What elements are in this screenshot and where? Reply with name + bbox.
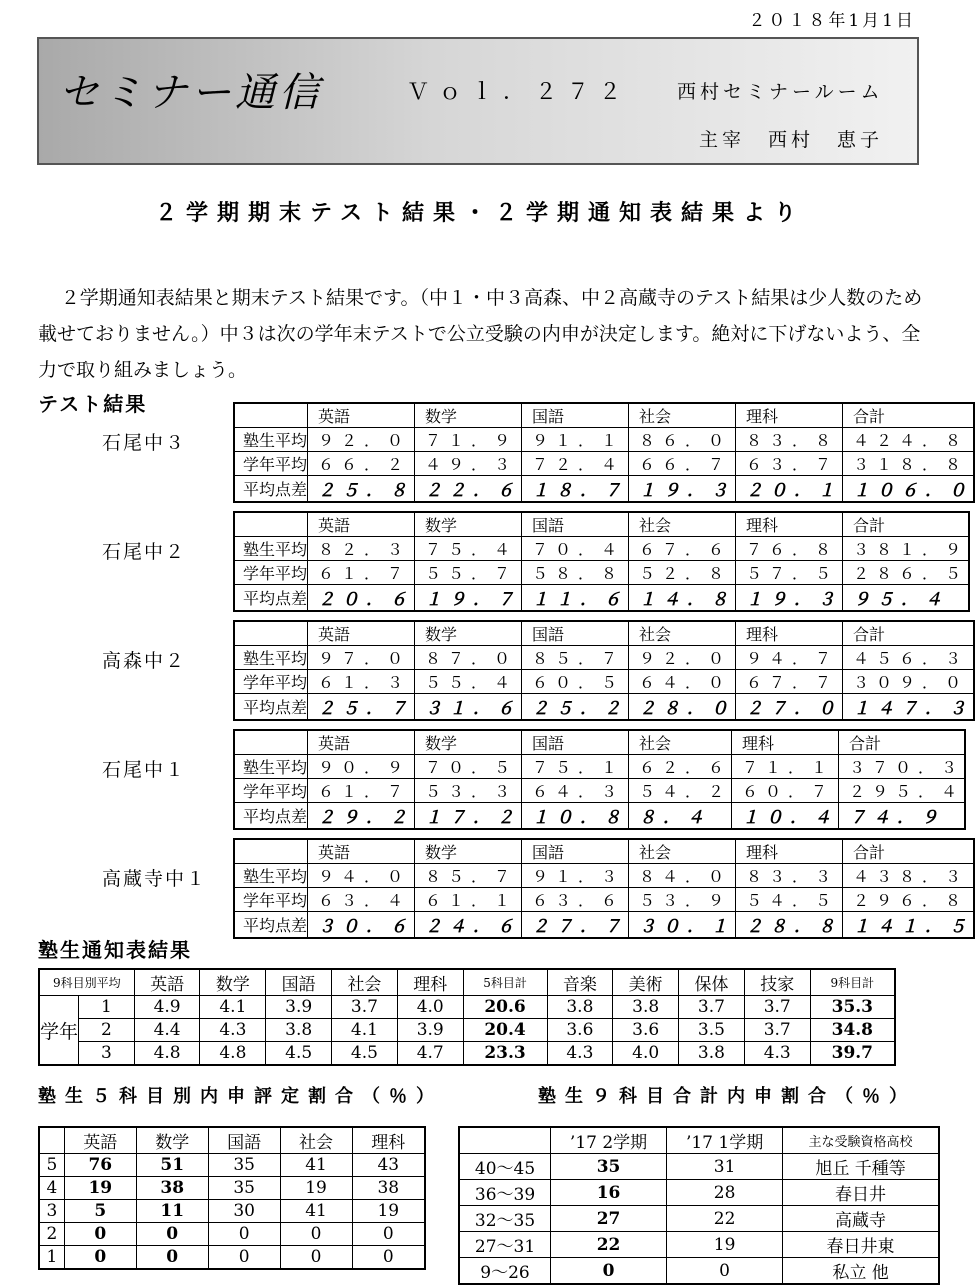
row-label: 平均点差: [234, 912, 308, 939]
column-header: 国語: [522, 730, 629, 755]
subject-header: 国語: [208, 1127, 280, 1154]
subject-header: 技家: [744, 969, 810, 996]
dist5-title: 塾生５科目別内申評定割合（％）: [38, 1086, 443, 1107]
column-header: 国語: [522, 512, 629, 537]
test-table: [233, 511, 970, 612]
grade-cell: 3.7: [679, 996, 745, 1019]
row-label: 学年平均: [234, 452, 308, 476]
grade-section-title: 塾生通知表結果: [38, 938, 192, 962]
score-cell: ６１．７: [308, 779, 415, 803]
score-cell: ９２．０: [308, 428, 415, 452]
score-cell: ６７．７: [736, 670, 843, 694]
rating-label: 1: [39, 1246, 64, 1270]
score-cell: ７５．１: [522, 755, 629, 779]
school-name: 石尾中２: [102, 541, 187, 563]
score-cell: １７．２: [415, 803, 522, 830]
score-cell: ８４．０: [629, 864, 736, 888]
newsletter-header: [37, 37, 919, 165]
grade-cell: 3.6: [547, 1019, 613, 1042]
grade-cell: 4.8: [134, 1042, 200, 1066]
grade-cell: 23.3: [463, 1042, 547, 1066]
score-cell: ７０．５: [415, 755, 522, 779]
grade-cell: 4.8: [200, 1042, 266, 1066]
target-school: 春日井東: [783, 1232, 939, 1258]
score-cell: ２８６．５: [843, 561, 970, 585]
percent-cell: 19: [352, 1200, 425, 1223]
grade-cell: 20.6: [463, 996, 547, 1019]
column-header: 合計: [843, 403, 975, 428]
subject-header: 美術: [613, 969, 679, 996]
row-label: 塾生平均: [234, 428, 308, 452]
score-cell: ４９．３: [415, 452, 522, 476]
corner-cell: [459, 1127, 551, 1154]
grade-cell: 3.8: [547, 996, 613, 1019]
column-header: 数学: [415, 621, 522, 646]
column-header: 理科: [736, 839, 843, 864]
column-header: 数学: [415, 730, 522, 755]
score-cell: ４２４．８: [843, 428, 975, 452]
school-name: 石尾中３: [102, 432, 187, 454]
score-cell: ９４．７: [736, 646, 843, 670]
score-cell: ５２．８: [629, 561, 736, 585]
score-cell: ７４．９: [839, 803, 966, 830]
score-cell: １４１．５: [843, 912, 975, 939]
test-table: [233, 402, 975, 503]
score-cell: ２０．６: [308, 585, 415, 612]
row-label: 塾生平均: [234, 864, 308, 888]
score-cell: ８．４: [629, 803, 732, 830]
score-cell: ６３．６: [522, 888, 629, 912]
row-label: 平均点差: [234, 585, 308, 612]
school-name: 石尾中１: [102, 759, 187, 781]
corner-cell: [234, 403, 308, 428]
score-cell: ８３．３: [736, 864, 843, 888]
percent-cell: 11: [136, 1200, 208, 1223]
grade-cell: 3.7: [744, 1019, 810, 1042]
score-cell: ６６．２: [308, 452, 415, 476]
score-cell: ７１．９: [415, 428, 522, 452]
score-cell: ２９６．８: [843, 888, 975, 912]
score-cell: ８６．０: [629, 428, 736, 452]
organization-name: 西村セミナールーム: [677, 81, 884, 103]
grade-cell: 39.7: [810, 1042, 895, 1066]
percent-cell: 5: [64, 1200, 136, 1223]
percent-cell: 16: [551, 1180, 667, 1206]
grade-cell: 4.9: [134, 996, 200, 1019]
row-label: 学年平均: [234, 670, 308, 694]
score-cell: １０６．０: [843, 476, 975, 503]
score-cell: ２８．８: [736, 912, 843, 939]
range-label: 32～35: [459, 1206, 551, 1232]
row-label: 平均点差: [234, 476, 308, 503]
percent-cell: 0: [280, 1246, 352, 1270]
score-cell: ２５．７: [308, 694, 415, 721]
grade-cell: 4.3: [744, 1042, 810, 1066]
score-cell: ６３．４: [308, 888, 415, 912]
score-cell: ３１．６: [415, 694, 522, 721]
test-table: [233, 729, 966, 830]
grade-cell: 3.9: [266, 996, 332, 1019]
rating-label: 2: [39, 1223, 64, 1246]
target-school: 私立 他: [783, 1258, 939, 1285]
score-cell: ７２．４: [522, 452, 629, 476]
percent-cell: 35: [208, 1154, 280, 1177]
score-cell: ３８１．９: [843, 537, 970, 561]
score-cell: ６１．７: [308, 561, 415, 585]
grade-cell: 4.4: [134, 1019, 200, 1042]
score-cell: ５３．９: [629, 888, 736, 912]
score-cell: ２０．１: [736, 476, 843, 503]
range-label: 9～26: [459, 1258, 551, 1285]
percent-cell: 0: [352, 1246, 425, 1270]
percent-cell: 30: [208, 1200, 280, 1223]
grade-cell: 3.5: [679, 1019, 745, 1042]
subject-header: 音楽: [547, 969, 613, 996]
score-cell: １０．８: [522, 803, 629, 830]
subject-header: 数学: [136, 1127, 208, 1154]
score-cell: １９．７: [415, 585, 522, 612]
score-cell: ７１．１: [732, 755, 839, 779]
column-header: 理科: [736, 403, 843, 428]
range-label: 40～45: [459, 1154, 551, 1180]
percent-cell: 22: [667, 1206, 783, 1232]
column-header: 合計: [843, 839, 975, 864]
score-cell: ８５．７: [415, 864, 522, 888]
score-cell: ９５．４: [843, 585, 970, 612]
subject-header: 社会: [280, 1127, 352, 1154]
row-label: 学年平均: [234, 888, 308, 912]
row-label: 塾生平均: [234, 755, 308, 779]
subject-header: 理科: [397, 969, 463, 996]
score-cell: ５５．７: [415, 561, 522, 585]
grade-cell: 4.7: [397, 1042, 463, 1066]
percent-cell: 41: [280, 1200, 352, 1223]
column-header: 社会: [629, 512, 736, 537]
grade-cell: 35.3: [810, 996, 895, 1019]
percent-cell: 0: [64, 1246, 136, 1270]
score-cell: １０．４: [732, 803, 839, 830]
column-header: 国語: [522, 839, 629, 864]
score-cell: ９４．０: [308, 864, 415, 888]
grade-cell: 3.8: [613, 996, 679, 1019]
score-cell: ６１．３: [308, 670, 415, 694]
score-cell: ９２．０: [629, 646, 736, 670]
school-name: 高蔵寺中１: [102, 868, 208, 890]
score-cell: ２９５．４: [839, 779, 966, 803]
dist5-table: [38, 1126, 426, 1270]
grade-cell: 34.8: [810, 1019, 895, 1042]
intro-paragraph: ２学期通知表結果と期末テスト結果です。（中１・中３高森、中２高蔵寺のテスト結果は少人数のため載せておりません。）中３は次の学年末テストで公立受験の内申が決定します。絶対に下げないよう、全力で取り組みましょう。: [38, 287, 923, 381]
grade-cell: 4.5: [266, 1042, 332, 1066]
percent-cell: 0: [136, 1246, 208, 1270]
year-label: 学年: [39, 996, 79, 1066]
score-cell: ４５６．３: [843, 646, 975, 670]
score-cell: ３１８．８: [843, 452, 975, 476]
score-cell: ６０．７: [732, 779, 839, 803]
column-header: 合計: [843, 621, 975, 646]
grade-cell: 4.0: [397, 996, 463, 1019]
percent-cell: 19: [64, 1177, 136, 1200]
score-cell: ３０．１: [629, 912, 736, 939]
percent-cell: 19: [667, 1232, 783, 1258]
score-cell: ３７０．３: [839, 755, 966, 779]
score-cell: １９．３: [736, 585, 843, 612]
column-header: 理科: [736, 512, 843, 537]
corner-cell: [234, 512, 308, 537]
column-header: 社会: [629, 621, 736, 646]
percent-cell: 0: [208, 1246, 280, 1270]
score-cell: ６３．７: [736, 452, 843, 476]
column-header: 英語: [308, 403, 415, 428]
range-label: 27～31: [459, 1232, 551, 1258]
dist9-title: 塾生９科目合計内申割合（％）: [538, 1086, 916, 1107]
score-cell: ５７．５: [736, 561, 843, 585]
percent-cell: 0: [208, 1223, 280, 1246]
percent-cell: 19: [280, 1177, 352, 1200]
owner-name: 主宰 西村 恵子: [699, 129, 884, 151]
score-cell: ７６．８: [736, 537, 843, 561]
test-table: [233, 620, 975, 721]
score-cell: ２５．８: [308, 476, 415, 503]
grade-cell: 3.6: [613, 1019, 679, 1042]
score-cell: ５３．３: [415, 779, 522, 803]
headline: ２学期期末テスト結果・２学期通知表結果より: [154, 200, 806, 226]
subject-header: 理科: [352, 1127, 425, 1154]
percent-cell: 0: [280, 1223, 352, 1246]
row-label: 平均点差: [234, 694, 308, 721]
column-header: 合計: [839, 730, 966, 755]
grade-cell: 4.5: [332, 1042, 398, 1066]
score-cell: １４７．３: [843, 694, 975, 721]
term-header: ’17 1学期: [667, 1127, 783, 1154]
dist9-table: [458, 1126, 940, 1285]
column-header: 英語: [308, 839, 415, 864]
row-label: 学年平均: [234, 561, 308, 585]
score-cell: １４．８: [629, 585, 736, 612]
grade-average-table: [38, 968, 896, 1066]
grade-cell: 3.9: [397, 1019, 463, 1042]
column-header: 理科: [732, 730, 839, 755]
score-cell: ２７．０: [736, 694, 843, 721]
year-number: 1: [79, 996, 135, 1019]
score-cell: ９１．３: [522, 864, 629, 888]
score-cell: ２２．６: [415, 476, 522, 503]
score-cell: ３０９．０: [843, 670, 975, 694]
score-cell: ６４．０: [629, 670, 736, 694]
percent-cell: 43: [352, 1154, 425, 1177]
rating-label: 4: [39, 1177, 64, 1200]
row-label: 学年平均: [234, 779, 308, 803]
column-header: 社会: [629, 730, 732, 755]
rating-label: 3: [39, 1200, 64, 1223]
score-cell: １１．６: [522, 585, 629, 612]
column-header: 理科: [736, 621, 843, 646]
grade-cell: 3.8: [679, 1042, 745, 1066]
percent-cell: 27: [551, 1206, 667, 1232]
percent-cell: 0: [136, 1223, 208, 1246]
row-label: 塾生平均: [234, 646, 308, 670]
column-header: 合計: [843, 512, 970, 537]
column-header: 英語: [308, 621, 415, 646]
percent-cell: 38: [136, 1177, 208, 1200]
column-header: 英語: [308, 512, 415, 537]
score-cell: ６２．６: [629, 755, 732, 779]
grade-cell: 4.3: [547, 1042, 613, 1066]
year-number: 3: [79, 1042, 135, 1066]
score-cell: ６４．３: [522, 779, 629, 803]
column-header: 数学: [415, 403, 522, 428]
corner-label: 9科目別平均: [39, 969, 134, 996]
score-cell: ９７．０: [308, 646, 415, 670]
score-cell: ２９．２: [308, 803, 415, 830]
column-header: 英語: [308, 730, 415, 755]
grade-cell: 3.7: [332, 996, 398, 1019]
school-name: 高森中２: [102, 650, 187, 672]
grade-cell: 3.8: [266, 1019, 332, 1042]
grade-cell: 4.3: [200, 1019, 266, 1042]
subject-header: 英語: [134, 969, 200, 996]
percent-cell: 0: [667, 1258, 783, 1285]
score-cell: ３０．６: [308, 912, 415, 939]
subject-header: 社会: [332, 969, 398, 996]
column-header: 国語: [522, 621, 629, 646]
target-school: 旭丘 千種等: [783, 1154, 939, 1180]
score-cell: ８３．８: [736, 428, 843, 452]
target-school: 春日井: [783, 1180, 939, 1206]
score-cell: １８．７: [522, 476, 629, 503]
subject-header: 9科目計: [810, 969, 895, 996]
subject-header: 英語: [64, 1127, 136, 1154]
score-cell: ２４．６: [415, 912, 522, 939]
subject-header: 数学: [200, 969, 266, 996]
range-label: 36～39: [459, 1180, 551, 1206]
term-header: 主な受験資格高校: [783, 1127, 939, 1154]
row-label: 塾生平均: [234, 537, 308, 561]
percent-cell: 28: [667, 1180, 783, 1206]
score-cell: ６６．７: [629, 452, 736, 476]
newsletter-title: セミナー通信: [59, 70, 323, 116]
percent-cell: 35: [208, 1177, 280, 1200]
subject-header: 保体: [679, 969, 745, 996]
rating-label: 5: [39, 1154, 64, 1177]
column-header: 数学: [415, 512, 522, 537]
year-number: 2: [79, 1019, 135, 1042]
score-cell: ５５．４: [415, 670, 522, 694]
column-header: 国語: [522, 403, 629, 428]
corner-cell: [234, 839, 308, 864]
term-header: ’17 2学期: [551, 1127, 667, 1154]
score-cell: ７０．４: [522, 537, 629, 561]
score-cell: ６７．６: [629, 537, 736, 561]
score-cell: ６１．１: [415, 888, 522, 912]
volume-number: Ｖｏｌ．２７２: [407, 80, 632, 105]
column-header: 社会: [629, 403, 736, 428]
score-cell: ５４．２: [629, 779, 732, 803]
percent-cell: 51: [136, 1154, 208, 1177]
score-cell: ５４．５: [736, 888, 843, 912]
target-school: 高蔵寺: [783, 1206, 939, 1232]
test-table: [233, 838, 975, 939]
row-label: 平均点差: [234, 803, 308, 830]
percent-cell: 22: [551, 1232, 667, 1258]
score-cell: ２５．２: [522, 694, 629, 721]
column-header: 数学: [415, 839, 522, 864]
percent-cell: 0: [64, 1223, 136, 1246]
score-cell: ８５．７: [522, 646, 629, 670]
grade-cell: 4.1: [200, 996, 266, 1019]
percent-cell: 76: [64, 1154, 136, 1177]
score-cell: ８７．０: [415, 646, 522, 670]
score-cell: ５８．８: [522, 561, 629, 585]
corner-cell: [234, 730, 308, 755]
subject-header: 国語: [266, 969, 332, 996]
score-cell: ６０．５: [522, 670, 629, 694]
issue-date: ２０１８年1月1日: [748, 11, 916, 31]
column-header: 社会: [629, 839, 736, 864]
percent-cell: 35: [551, 1154, 667, 1180]
grade-cell: 3.7: [744, 996, 810, 1019]
score-cell: ９０．９: [308, 755, 415, 779]
corner-cell: [234, 621, 308, 646]
grade-cell: 4.1: [332, 1019, 398, 1042]
score-cell: ２８．０: [629, 694, 736, 721]
grade-cell: 20.4: [463, 1019, 547, 1042]
score-cell: ４３８．３: [843, 864, 975, 888]
percent-cell: 41: [280, 1154, 352, 1177]
score-cell: ７５．４: [415, 537, 522, 561]
score-cell: ８２．３: [308, 537, 415, 561]
score-cell: ２７．７: [522, 912, 629, 939]
subject-header: 5科目計: [463, 969, 547, 996]
percent-cell: 0: [551, 1258, 667, 1285]
corner-cell: [39, 1127, 64, 1154]
grade-cell: 4.0: [613, 1042, 679, 1066]
percent-cell: 0: [352, 1223, 425, 1246]
percent-cell: 38: [352, 1177, 425, 1200]
score-cell: １９．３: [629, 476, 736, 503]
percent-cell: 31: [667, 1154, 783, 1180]
score-cell: ９１．１: [522, 428, 629, 452]
test-section-title: テスト結果: [38, 392, 148, 416]
